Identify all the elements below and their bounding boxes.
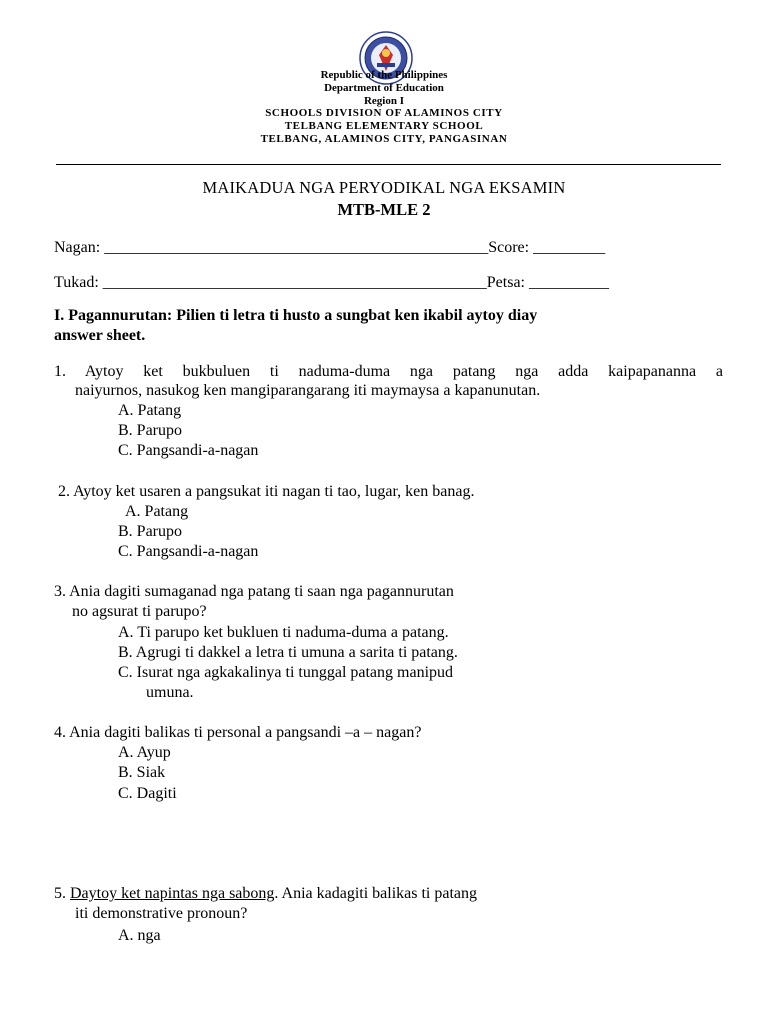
question-1-line-1: 1. Aytoy ket bukbuluen ti naduma-duma nga patang nga adda kaipapananna a	[54, 363, 723, 380]
question-1-choice-c: C. Pangsandi-a-nagan	[118, 442, 259, 459]
header-line-address: TELBANG, ALAMINOS CITY, PANGASINAN	[260, 133, 508, 145]
exam-subject: MTB-MLE 2	[337, 200, 431, 219]
question-5-line-2: iti demonstrative pronoun?	[75, 905, 248, 922]
question-2-choice-a: A. Patang	[125, 503, 189, 520]
question-3-line-2: no agsurat ti parupo?	[72, 603, 207, 620]
question-1-choice-b: B. Parupo	[118, 422, 182, 439]
question-5-number: 5.	[54, 885, 70, 902]
question-1-line-2: naiyurnos, nasukog ken mangiparangarang iti maymaysa a kapanunutan.	[75, 382, 541, 399]
question-5-text: . Ania kadagiti balikas ti patang	[274, 885, 478, 902]
question-4-choice-a: A. Ayup	[118, 744, 171, 761]
header-line-republic: Republic of the Philippines	[320, 69, 448, 81]
question-4-choice-b: B. Siak	[118, 764, 166, 781]
date-label: Petsa:	[486, 274, 525, 291]
score-blank[interactable]: _________	[533, 239, 606, 256]
question-2-choice-c: C. Pangsandi-a-nagan	[118, 543, 259, 560]
header-line-department: Department of Education	[324, 82, 444, 94]
question-3-choice-c-cont: umuna.	[146, 684, 194, 701]
score-label: Score:	[488, 239, 530, 256]
question-3-choice-b: B. Agrugi ti dakkel a letra ti umuna a sarita ti patang.	[118, 644, 458, 661]
question-4-choice-c: C. Dagiti	[118, 785, 177, 802]
question-2-line-1: 2. Aytoy ket usaren a pangsukat iti nagan ti tao, lugar, ken banag.	[58, 483, 475, 500]
name-field[interactable]	[54, 238, 605, 258]
question-2-choice-b: B. Parupo	[118, 523, 182, 540]
header-line-division: SCHOOLS DIVISION OF ALAMINOS CITY	[265, 107, 503, 119]
grade-field[interactable]	[54, 273, 609, 293]
name-blank[interactable]: ________________________________________________	[104, 239, 489, 256]
header-divider	[56, 164, 721, 165]
grade-blank[interactable]: ________________________________________________	[102, 274, 487, 291]
question-3-choice-c: C. Isurat nga agkakalinya ti tunggal patang manipud	[118, 664, 454, 681]
name-label: Nagan:	[54, 239, 101, 256]
question-5-underlined-sentence: Daytoy ket napintas nga sabong	[70, 885, 275, 902]
grade-label: Tukad:	[54, 274, 99, 291]
header-line-region: Region I	[363, 95, 405, 107]
question-1-choice-a: A. Patang	[118, 402, 182, 419]
header-line-school: TELBANG ELEMENTARY SCHOOL	[284, 120, 484, 132]
exam-title: MAIKADUA NGA PERYODIKAL NGA EKSAMIN	[202, 178, 566, 197]
date-blank[interactable]: __________	[528, 274, 609, 291]
instructions-line-1: I. Pagannurutan: Pilien ti letra ti husto a sungbat ken ikabil aytoy diay	[54, 307, 538, 324]
question-5-line-1	[54, 884, 477, 904]
instructions-line-2: answer sheet.	[54, 327, 146, 344]
question-5-choice-a: A. nga	[118, 927, 161, 944]
question-3-choice-a: A. Ti parupo ket bukluen ti naduma-duma a patang.	[118, 624, 449, 641]
question-4-line-1: 4. Ania dagiti balikas ti personal a pangsandi –a – nagan?	[54, 724, 422, 741]
question-3-line-1: 3. Ania dagiti sumaganad nga patang ti saan nga pagannurutan	[54, 583, 454, 600]
